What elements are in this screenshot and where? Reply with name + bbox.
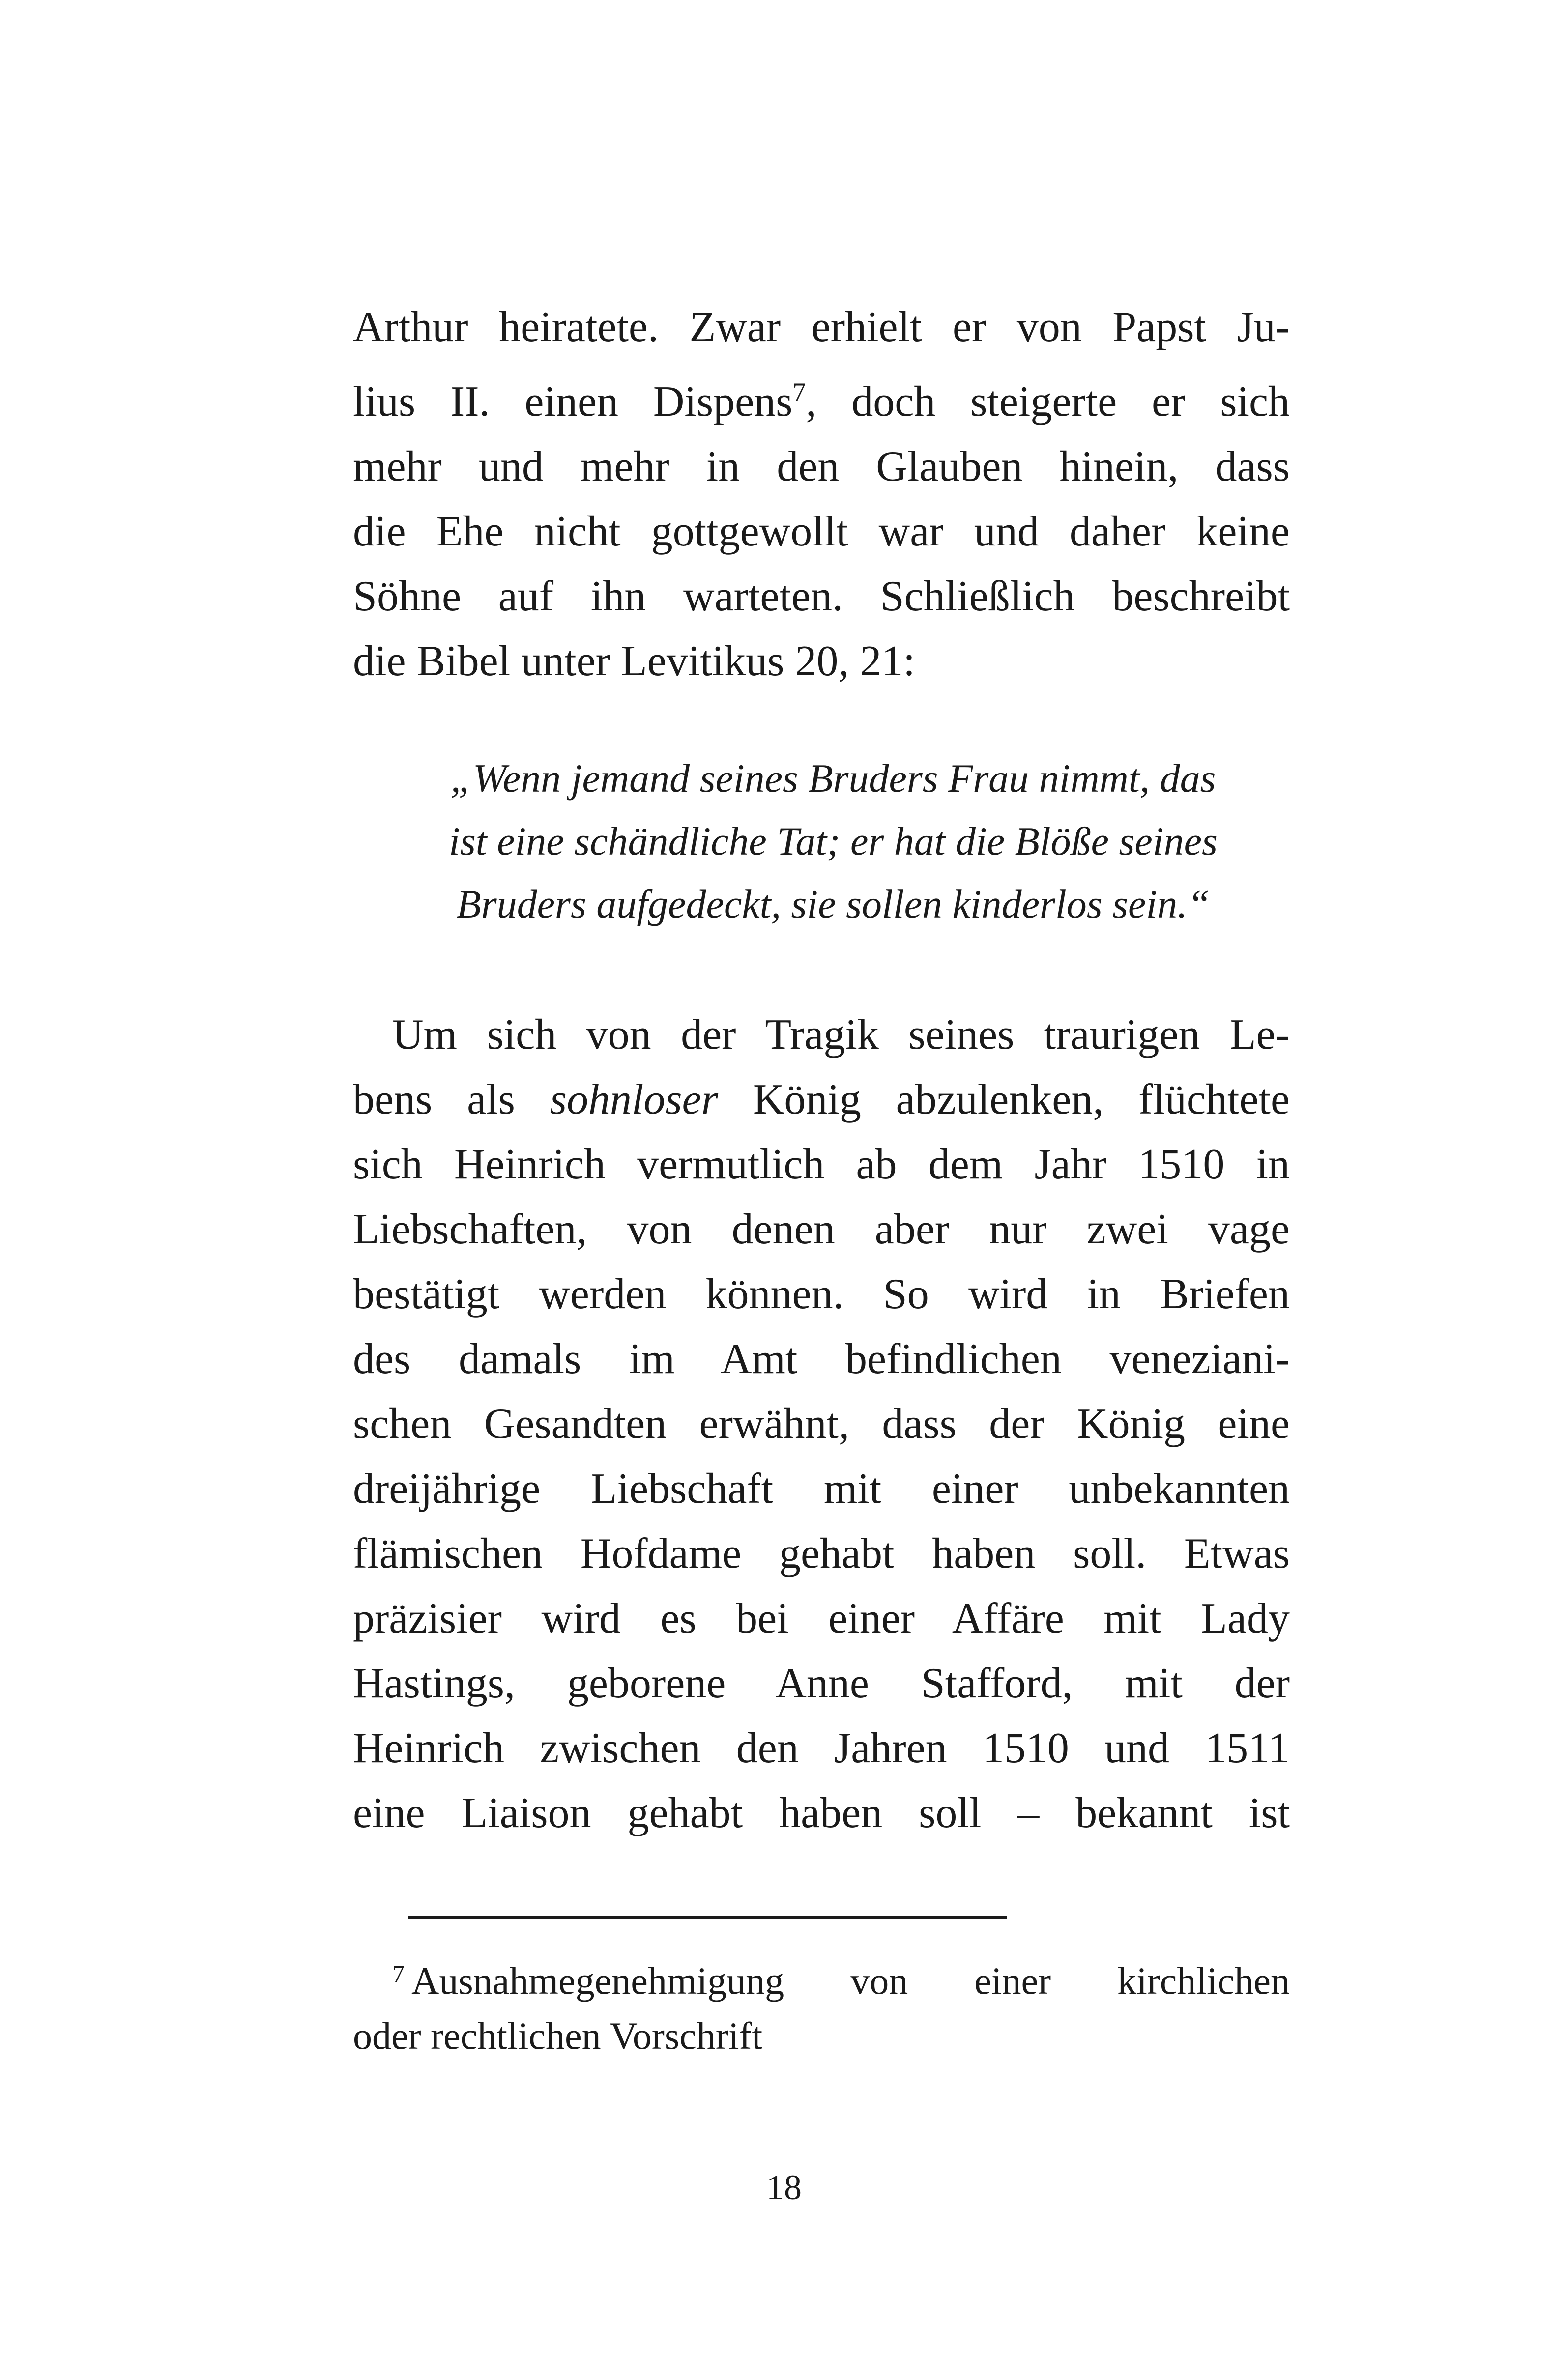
- paragraph-2-line-9: flämischen Hofdame gehabt haben soll. Etwas: [353, 1530, 1290, 1577]
- paragraph-1-line-2-rest: , doch steigerte er sich: [806, 378, 1290, 426]
- paragraph-1-line-2-text: lius II. einen Dispens: [353, 378, 793, 426]
- paragraph-2-line-10: präzisier wird es bei einer Affäre mit Lady: [353, 1595, 1290, 1642]
- paragraph-2-line-13: eine Liaison gehabt haben soll – bekannt ist: [353, 1789, 1290, 1837]
- bible-quote: [388, 747, 1278, 936]
- paragraph-2-line-2-text: bens als: [353, 1076, 550, 1123]
- paragraph-1-line-6: die Bibel unter Levitikus 20, 21:: [353, 637, 915, 685]
- quote-line-1: „Wenn jemand seines Bruders Frau nimmt, das: [450, 756, 1216, 801]
- paragraph-1-line-4: die Ehe nicht gottgewollt war und daher keine: [353, 508, 1290, 555]
- paragraph-2-line-2-rest: König abzulenken, flüchtete: [718, 1076, 1290, 1123]
- footnote-divider: [408, 1916, 1007, 1919]
- paragraph-2-line-3: sich Heinrich vermutlich ab dem Jahr 1510 in: [353, 1141, 1290, 1188]
- paragraph-2-line-7: schen Gesandten erwähnt, dass der König eine: [353, 1400, 1290, 1448]
- paragraph-2-line-8: dreijährige Liebschaft mit einer unbekannten: [353, 1465, 1290, 1513]
- footnote-reference: 7: [792, 377, 806, 407]
- paragraph-2-line-6: des damals im Amt befindlichen veneziani-: [353, 1335, 1290, 1383]
- footnote-mark: 7: [392, 1960, 405, 1987]
- paragraph-1-line-2: [353, 360, 1290, 434]
- quote-line-2: ist eine schändliche Tat; er hat die Blöße seines: [449, 819, 1218, 863]
- paragraph-2-line-12: Heinrich zwischen den Jahren 1510 und 1511: [353, 1724, 1290, 1772]
- paragraph-2-line-1: Um sich von der Tragik seines traurigen Le-: [392, 1011, 1290, 1059]
- page-number: 18: [766, 2168, 802, 2207]
- paragraph-1: [353, 295, 1290, 694]
- footnote-line-1: [353, 1946, 1290, 2008]
- paragraph-2-emphasis: sohnloser: [550, 1076, 718, 1123]
- quote-line-3: Bruders aufgedeckt, sie sollen kinderlos sein.“: [456, 882, 1210, 926]
- paragraph-2-line-4: Liebschaften, von denen aber nur zwei vage: [353, 1205, 1290, 1253]
- footnote-line-1-text: Ausnahmegenehmigung von einer kirchlichen: [411, 1959, 1290, 2002]
- footnote-line-2: oder rechtlichen Vorschrift: [353, 2014, 763, 2057]
- footnote: [353, 1946, 1290, 2064]
- paragraph-2: [353, 1003, 1290, 1846]
- paragraph-2-line-2: [353, 1067, 1290, 1132]
- paragraph-2-line-5: bestätigt werden können. So wird in Briefen: [353, 1270, 1290, 1318]
- paragraph-1-line-1: Arthur heiratete. Zwar erhielt er von Papst Ju-: [353, 303, 1290, 351]
- paragraph-2-line-11: Hastings, geborene Anne Stafford, mit der: [353, 1660, 1290, 1707]
- paragraph-1-line-5: Söhne auf ihn warteten. Schließlich beschreibt: [353, 573, 1290, 620]
- paragraph-1-line-3: mehr und mehr in den Glauben hinein, dass: [353, 443, 1290, 490]
